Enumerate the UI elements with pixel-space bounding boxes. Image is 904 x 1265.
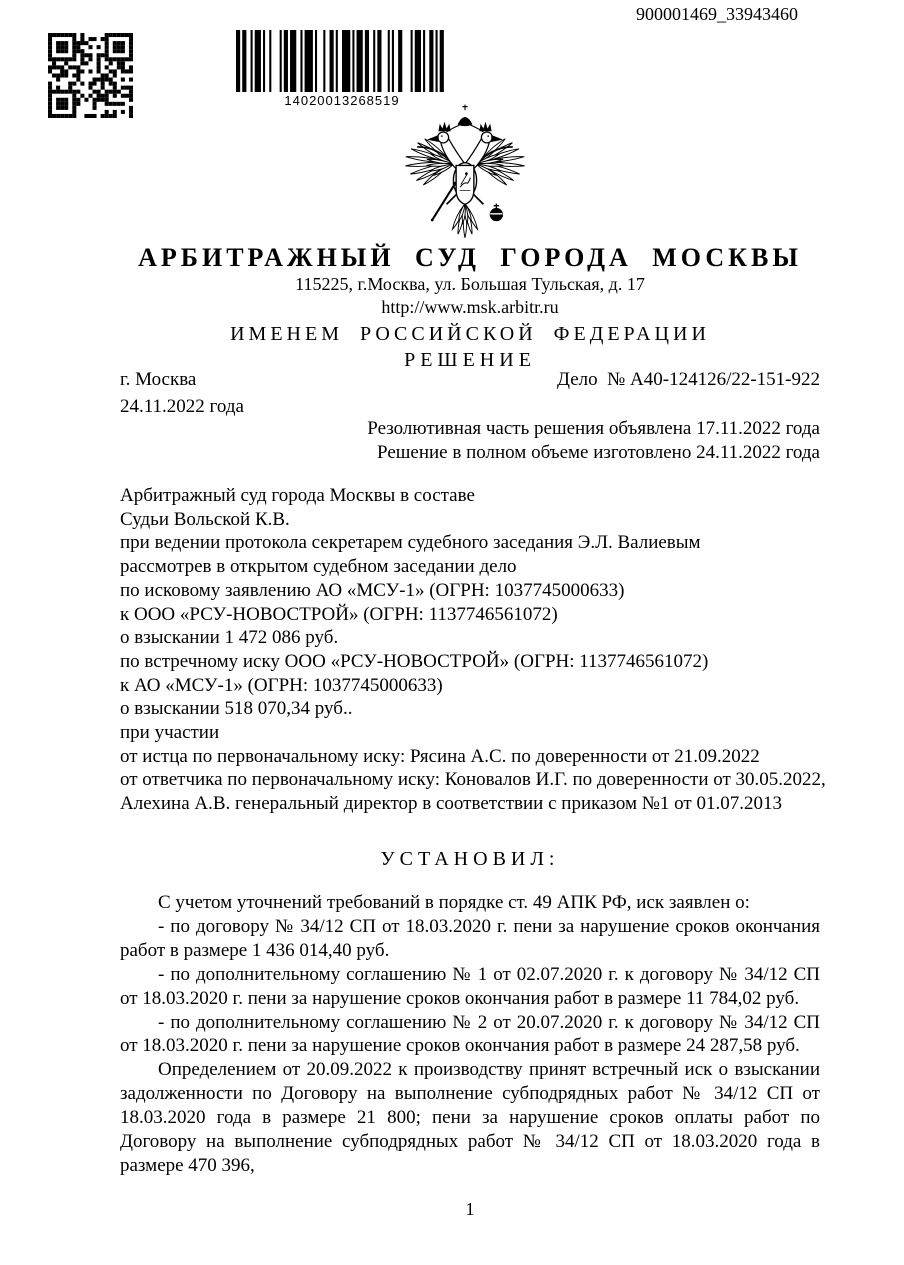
russian-coat-of-arms-icon [396, 104, 534, 250]
barcode-number: 14020013268519 [284, 93, 400, 108]
full-decision-line: Решение в полном объеме изготовлено 24.11.2022 года [377, 441, 820, 463]
barcode-graphic [236, 30, 448, 92]
paragraph: - по договору № 34/12 СП от 18.03.2020 г. пени за нарушение сроков окончания работ в размере 1 436 014,40 руб. [120, 915, 820, 961]
document-type-title: РЕШЕНИЕ [404, 349, 536, 371]
intro-line: при участии [120, 722, 220, 744]
barcode [236, 30, 448, 108]
intro-line: Алехина А.В. генеральный директор в соответствии с приказом №1 от 01.07.2013 [120, 793, 782, 815]
court-address: 115225, г.Москва, ул. Большая Тульская, д. 17 [295, 274, 645, 294]
established-paragraphs [120, 891, 820, 1178]
intro-line: о взыскании 1 472 086 руб. [120, 627, 339, 649]
case-city: г. Москва [120, 369, 197, 390]
intro-line: от ответчика по первоначальному иску: Коновалов И.Г. по доверенности от 30.05.2022, [120, 769, 826, 791]
page-number: 1 [465, 1199, 475, 1219]
resolutive-part-line: Резолютивная часть решения объявлена 17.11.2022 года [367, 418, 820, 439]
qr-code-icon [48, 33, 133, 118]
paragraph: - по дополнительному соглашению № 2 от 20.07.2020 г. к договору № 34/12 СП от 18.03.2020 г. пени за нарушение сроков окончания работ в размере 24 287,58 руб. [120, 1011, 820, 1057]
intro-line: от истца по первоначальному иску: Рясина А.С. по доверенности от 21.09.2022 [120, 745, 760, 767]
paragraph: - по дополнительному соглашению № 1 от 02.07.2020 г. к договору № 34/12 СП от 18.03.2020 г. пени за нарушение сроков окончания работ в размере 11 784,02 руб. [120, 963, 820, 1009]
paragraph: С учетом уточнений требований в порядке ст. 49 АПК РФ, иск заявлен о: [158, 892, 750, 913]
intro-line: к ООО «РСУ-НОВОСТРОЙ» (ОГРН: 1137746561072) [120, 603, 558, 625]
case-intro [120, 484, 826, 816]
intro-line: рассмотрев в открытом судебном заседании дело [120, 556, 517, 578]
case-number: Дело № А40-124126/22-151-922 [557, 369, 820, 390]
court-website: http://www.msk.arbitr.ru [381, 297, 559, 317]
intro-line: по исковому заявлению АО «МСУ-1» (ОГРН: 1037745000633) [120, 579, 625, 601]
in-the-name-line: ИМЕНЕМ РОССИЙСКОЙ ФЕДЕРАЦИИ [230, 323, 710, 345]
case-info [120, 368, 820, 419]
intro-line: при ведении протокола секретарем судебного заседания Э.Л. Валиевым [120, 532, 701, 554]
intro-line: Арбитражный суд города Москвы в составе [120, 485, 475, 506]
court-header [120, 243, 820, 372]
intro-line: по встречному иску ООО «РСУ-НОВОСТРОЙ» (ОГРН: 1137746561072) [120, 650, 709, 672]
intro-line: к АО «МСУ-1» (ОГРН: 1037745000633) [120, 674, 443, 696]
established-heading: УСТАНОВИЛ: [380, 848, 560, 870]
paragraph: Определением от 20.09.2022 к производству принят встречный иск о взыскании задолженности по Договору на выполнение субподрядных работ № 34/12 СП от 18.03.2020 года в размере 21 800; пени за нарушение сроков оплаты работ по Договору на выполнение субподрядных работ № 34/12 СП от 18.03.2020 года в размере 470 396, [120, 1059, 820, 1176]
intro-line: Судьи Вольской К.В. [120, 508, 290, 530]
intro-line: о взыскании 518 070,34 руб.. [120, 698, 353, 720]
document-id: 900001469_33943460 [636, 4, 798, 24]
court-name: АРБИТРАЖНЫЙ СУД ГОРОДА МОСКВЫ [138, 243, 802, 272]
decision-dates-block [120, 417, 820, 464]
decision-date: 24.11.2022 года [120, 396, 244, 417]
